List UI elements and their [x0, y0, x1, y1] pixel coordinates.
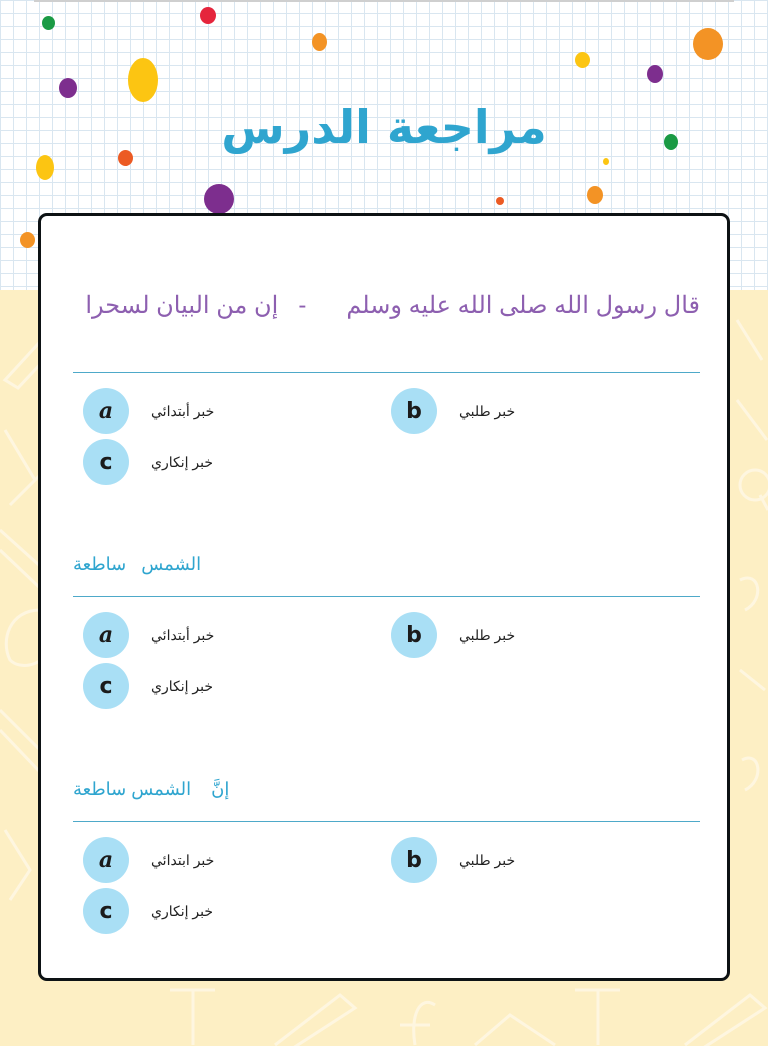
- option-letter-badge: b: [391, 388, 437, 434]
- pencil-doodle-icon: [732, 300, 768, 460]
- question-divider: [73, 372, 700, 373]
- option-label: خبر طلبي: [459, 851, 516, 868]
- pencil-doodle-icon: [270, 990, 360, 1046]
- option-label: خبر ابتدائي: [151, 851, 215, 868]
- option-letter-badge: a: [83, 612, 129, 658]
- paint-splat: [42, 16, 55, 30]
- pencil-doodle-icon: [680, 990, 768, 1046]
- paint-splat: [204, 184, 234, 214]
- paint-splat: [312, 33, 327, 51]
- option-letter-badge: b: [391, 612, 437, 658]
- option-c[interactable]: [83, 663, 213, 709]
- option-b[interactable]: [391, 388, 515, 434]
- letter-t-doodle-icon: [570, 985, 630, 1046]
- paint-splat: [603, 158, 609, 165]
- paint-splat: [128, 58, 158, 102]
- option-letter-badge: c: [83, 663, 129, 709]
- question-text: الشمس ساطعة: [73, 554, 202, 574]
- option-c[interactable]: [83, 439, 213, 485]
- paint-splat: [59, 78, 77, 98]
- paint-splat: [647, 65, 663, 83]
- quiz-card: [38, 213, 730, 981]
- option-label: خبر إنكاري: [151, 453, 213, 470]
- question-divider: [73, 596, 700, 597]
- question-2: [73, 554, 700, 699]
- paint-splat: [575, 52, 590, 68]
- book-doodle-icon: [470, 1010, 560, 1046]
- question-text: قال رسول الله صلى الله عليه وسلم - إن من البيان لسحرا: [85, 292, 700, 319]
- letter-t-doodle-icon: [165, 985, 225, 1046]
- option-label: خبر إنكاري: [151, 677, 213, 694]
- letter-f-doodle-icon: [390, 995, 450, 1046]
- question-1: [73, 291, 700, 475]
- option-label: خبر طلبي: [459, 626, 516, 643]
- option-a[interactable]: [83, 837, 214, 883]
- letter-q-doodle-icon: [730, 460, 768, 520]
- question-3: [73, 779, 700, 924]
- question-text: إنَّ الشمس ساطعة: [73, 779, 230, 799]
- option-a[interactable]: [83, 388, 214, 434]
- option-letter-badge: c: [83, 439, 129, 485]
- letter-doodle-icon: [730, 560, 768, 860]
- paint-splat: [200, 7, 216, 24]
- option-b[interactable]: [391, 612, 515, 658]
- option-label: خبر طلبي: [459, 402, 516, 419]
- option-letter-badge: a: [83, 837, 129, 883]
- option-b[interactable]: [391, 837, 515, 883]
- paint-splat: [20, 232, 35, 248]
- option-label: خبر أبتدائي: [151, 626, 215, 643]
- paint-splat: [693, 28, 723, 60]
- question-divider: [73, 821, 700, 822]
- option-letter-badge: c: [83, 888, 129, 934]
- option-a[interactable]: [83, 612, 214, 658]
- option-letter-badge: a: [83, 388, 129, 434]
- paint-splat: [36, 155, 54, 180]
- top-divider: [34, 0, 734, 2]
- option-label: خبر أبتدائي: [151, 402, 215, 419]
- option-label: خبر إنكاري: [151, 902, 213, 919]
- paint-splat: [496, 197, 504, 205]
- option-c[interactable]: [83, 888, 213, 934]
- page-title: مراجعة الدرس: [221, 100, 547, 154]
- option-letter-badge: b: [391, 837, 437, 883]
- paint-splat: [587, 186, 603, 204]
